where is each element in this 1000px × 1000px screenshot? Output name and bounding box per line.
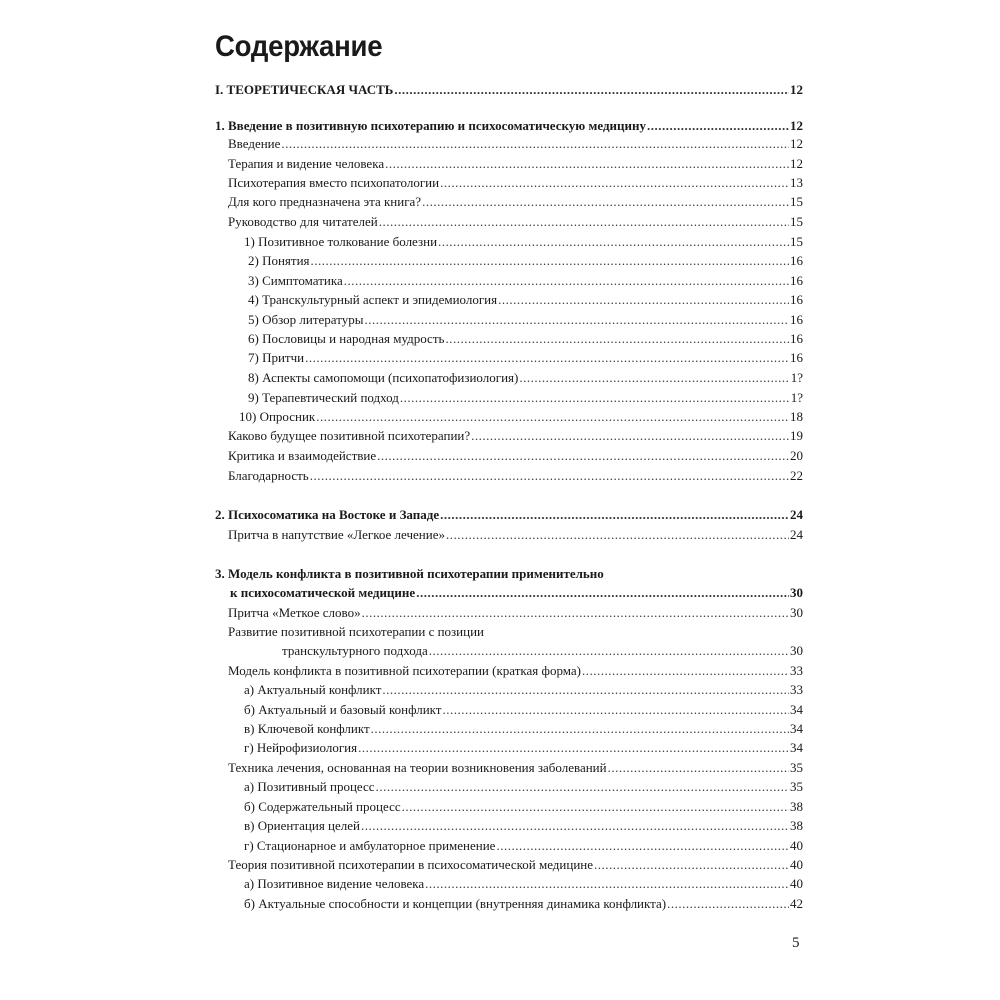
- toc-entry-page: 24: [790, 527, 803, 542]
- toc-entry-title: Каково будущее позитивной психотерапии?: [228, 428, 471, 443]
- toc-leader-dots: [594, 857, 789, 873]
- toc-entry-page: 12: [790, 156, 803, 171]
- toc-entry-title: б) Актуальные способности и концепции (внутренняя динамика конфликта): [244, 896, 667, 911]
- toc-entry-page: 12: [790, 82, 803, 97]
- toc-entry-page: 1?: [790, 390, 803, 405]
- toc-entry: [239, 409, 803, 425]
- toc-entry-title: Теория позитивной психотерапии в психосоматической медицине: [228, 857, 594, 872]
- toc-entry-title: г) Нейрофизиология: [244, 740, 358, 755]
- toc-leader-dots: [429, 643, 789, 659]
- toc-leader-dots: [402, 799, 789, 815]
- toc-entry: [228, 194, 803, 210]
- toc-entry-page: 38: [790, 799, 803, 814]
- toc-leader-dots: [311, 253, 789, 269]
- toc-entry-page: 15: [790, 214, 803, 229]
- toc-entry-title: а) Позитивное видение человека: [244, 876, 425, 891]
- toc-entry-title: 2. Психосоматика на Востоке и Западе: [215, 507, 440, 522]
- toc-entry: [228, 760, 803, 776]
- toc-entry-title: Критика и взаимодействие: [228, 448, 377, 463]
- toc-leader-dots: [425, 876, 789, 892]
- toc-entry: [230, 585, 803, 601]
- toc-entry-title: в) Ключевой конфликт: [244, 721, 370, 736]
- toc-entry: [248, 331, 803, 347]
- toc-entry: [244, 876, 803, 892]
- toc-entry: [228, 156, 803, 172]
- toc-entry: [228, 175, 803, 191]
- toc-entry-title: 3) Симптоматика: [248, 273, 343, 288]
- toc-entry: [228, 527, 803, 543]
- toc-entry-page: 16: [790, 350, 803, 365]
- toc-entry-page: 19: [790, 428, 803, 443]
- toc-entry-title: Терапия и видение человека: [228, 156, 385, 171]
- toc-leader-dots: [582, 663, 789, 679]
- toc-entry-title: а) Позитивный процесс: [244, 779, 375, 794]
- toc-leader-dots: [422, 194, 789, 210]
- toc-entry: [228, 857, 803, 873]
- toc-leader-dots: [305, 350, 789, 366]
- toc-entry: [248, 292, 803, 308]
- toc-entry: [248, 390, 803, 406]
- toc-leader-dots: [310, 468, 789, 484]
- toc-leader-dots: [344, 273, 789, 289]
- toc-leader-dots: [379, 214, 789, 230]
- toc-entry: [248, 273, 803, 289]
- toc-leader-dots: [442, 702, 789, 718]
- toc-entry-page: 16: [790, 312, 803, 327]
- toc-entry-page: 12: [790, 136, 803, 151]
- toc-entry: [228, 448, 803, 464]
- toc-entry-page: 15: [790, 194, 803, 209]
- toc-entry: [248, 350, 803, 366]
- toc-entry: [228, 468, 803, 484]
- toc-entry: [244, 779, 803, 795]
- toc-entry: [244, 682, 803, 698]
- toc-entry-page: 34: [790, 721, 803, 736]
- toc-entry-page: 24: [790, 507, 803, 522]
- toc-entry-page: 30: [790, 643, 803, 658]
- toc-entry: [244, 740, 803, 756]
- toc-entry-page: 30: [790, 605, 803, 620]
- toc-leader-dots: [385, 156, 789, 172]
- toc-leader-dots: [316, 409, 789, 425]
- toc-entry: [228, 605, 803, 621]
- toc-entry-title: г) Стационарное и амбулаторное применение: [244, 838, 496, 853]
- toc-entry-title: 5) Обзор литературы: [248, 312, 364, 327]
- toc-entry-page: 30: [790, 585, 803, 600]
- toc-leader-dots: [438, 234, 789, 250]
- toc-entry-title: Руководство для читателей: [228, 214, 378, 229]
- toc-leader-dots: [498, 292, 789, 308]
- toc-entry: [215, 82, 803, 98]
- toc-entry: [228, 428, 803, 444]
- toc-entry-title: Благодарность: [228, 468, 309, 483]
- toc-entry-page: 33: [790, 682, 803, 697]
- toc-entry: [244, 721, 803, 737]
- toc-entry-title: I. ТЕОРЕТИЧЕСКАЯ ЧАСТЬ: [215, 82, 394, 97]
- toc-entry-page: 40: [790, 857, 803, 872]
- toc-entry-title: к психосоматической медицине: [230, 585, 416, 600]
- toc-entry: Развитие позитивной психотерапии с позиции: [228, 624, 485, 639]
- toc-entry: [244, 838, 803, 854]
- toc-entry: [215, 118, 803, 134]
- toc-leader-dots: [440, 507, 789, 523]
- toc-leader-dots: [361, 818, 789, 834]
- toc-entry-title: 8) Аспекты самопомощи (психопатофизиология): [248, 370, 519, 385]
- toc-entry-title: 2) Понятия: [248, 253, 310, 268]
- toc-entry-page: 34: [790, 740, 803, 755]
- toc-entry: [282, 643, 803, 659]
- toc-entry: [215, 507, 803, 523]
- toc-entry-title: в) Ориентация целей: [244, 818, 360, 833]
- toc-entry-page: 40: [790, 838, 803, 853]
- toc-entry: [248, 312, 803, 328]
- toc-entry-title: Притча в напутствие «Легкое лечение»: [228, 527, 445, 542]
- toc-leader-dots: [364, 312, 789, 328]
- toc-entry-page: 20: [790, 448, 803, 463]
- toc-entry: [228, 214, 803, 230]
- toc-entry-page: 1?: [790, 370, 803, 385]
- toc-entry: 3. Модель конфликта в позитивной психотерапии применительно: [215, 566, 604, 581]
- toc-entry-page: 16: [790, 331, 803, 346]
- toc-leader-dots: [377, 448, 789, 464]
- toc-entry-title: б) Актуальный и базовый конфликт: [244, 702, 442, 717]
- toc-entry: [248, 253, 803, 269]
- toc-entry-title: а) Актуальный конфликт: [244, 682, 382, 697]
- toc-entry-title: 9) Терапевтический подход: [248, 390, 399, 405]
- toc-entry-title: Введение: [228, 136, 281, 151]
- toc-leader-dots: [471, 428, 789, 444]
- toc-leader-dots: [446, 527, 789, 543]
- toc-entry: [244, 818, 803, 834]
- toc-entry-title: 10) Опросник: [239, 409, 316, 424]
- page-title: Содержание: [215, 30, 383, 63]
- toc-entry-title: 1. Введение в позитивную психотерапию и психосоматическую медицину: [215, 118, 646, 133]
- toc-entry-page: 13: [790, 175, 803, 190]
- toc-entry: [228, 136, 803, 152]
- toc-leader-dots: [416, 585, 789, 601]
- toc-leader-dots: [376, 779, 789, 795]
- toc-entry-page: 22: [790, 468, 803, 483]
- toc-entry-title: 4) Транскультурный аспект и эпидемиология: [248, 292, 498, 307]
- toc-entry-page: 12: [790, 118, 803, 133]
- toc-entry-title: 6) Пословицы и народная мудрость: [248, 331, 445, 346]
- toc-entry: [248, 370, 803, 386]
- toc-leader-dots: [358, 740, 789, 756]
- toc-entry-page: 35: [790, 779, 803, 794]
- toc-leader-dots: [400, 390, 790, 406]
- toc-entry-page: 38: [790, 818, 803, 833]
- toc-leader-dots: [362, 605, 789, 621]
- toc-entry-title: Техника лечения, основанная на теории возникновения заболеваний: [228, 760, 607, 775]
- toc-entry-page: 15: [790, 234, 803, 249]
- toc-leader-dots: [382, 682, 789, 698]
- toc-entry-title: Психотерапия вместо психопатологии: [228, 175, 440, 190]
- toc-leader-dots: [647, 118, 789, 134]
- toc-leader-dots: [519, 370, 789, 386]
- toc-leader-dots: [608, 760, 789, 776]
- toc-entry-title: б) Содержательный процесс: [244, 799, 401, 814]
- toc-entry-page: 16: [790, 253, 803, 268]
- toc-entry-title: Для кого предназначена эта книга?: [228, 194, 422, 209]
- toc-entry-page: 16: [790, 292, 803, 307]
- toc-entry: [244, 702, 803, 718]
- toc-entry-page: 40: [790, 876, 803, 891]
- toc-entry-page: 35: [790, 760, 803, 775]
- toc-entry: [244, 234, 803, 250]
- toc-leader-dots: [667, 896, 789, 912]
- toc-entry-page: 18: [790, 409, 803, 424]
- toc-entry-page: 33: [790, 663, 803, 678]
- toc-leader-dots: [445, 331, 789, 347]
- toc-entry-page: 42: [790, 896, 803, 911]
- toc-entry-title: Модель конфликта в позитивной психотерапии (краткая форма): [228, 663, 581, 678]
- toc-leader-dots: [371, 721, 789, 737]
- page-number: 5: [792, 935, 800, 951]
- toc-entry: [244, 799, 803, 815]
- toc-entry: [244, 896, 803, 912]
- toc-entry-page: 34: [790, 702, 803, 717]
- toc-entry-title: 1) Позитивное толкование болезни: [244, 234, 438, 249]
- toc-leader-dots: [496, 838, 789, 854]
- toc-entry-page: 16: [790, 273, 803, 288]
- toc-entry-title: Притча «Меткое слово»: [228, 605, 361, 620]
- toc-leader-dots: [440, 175, 789, 191]
- toc-entry: [228, 663, 803, 679]
- toc-entry-title: транскультурного подхода: [282, 643, 428, 658]
- toc-entry-title: 7) Притчи: [248, 350, 305, 365]
- toc-leader-dots: [281, 136, 789, 152]
- toc-leader-dots: [394, 82, 789, 98]
